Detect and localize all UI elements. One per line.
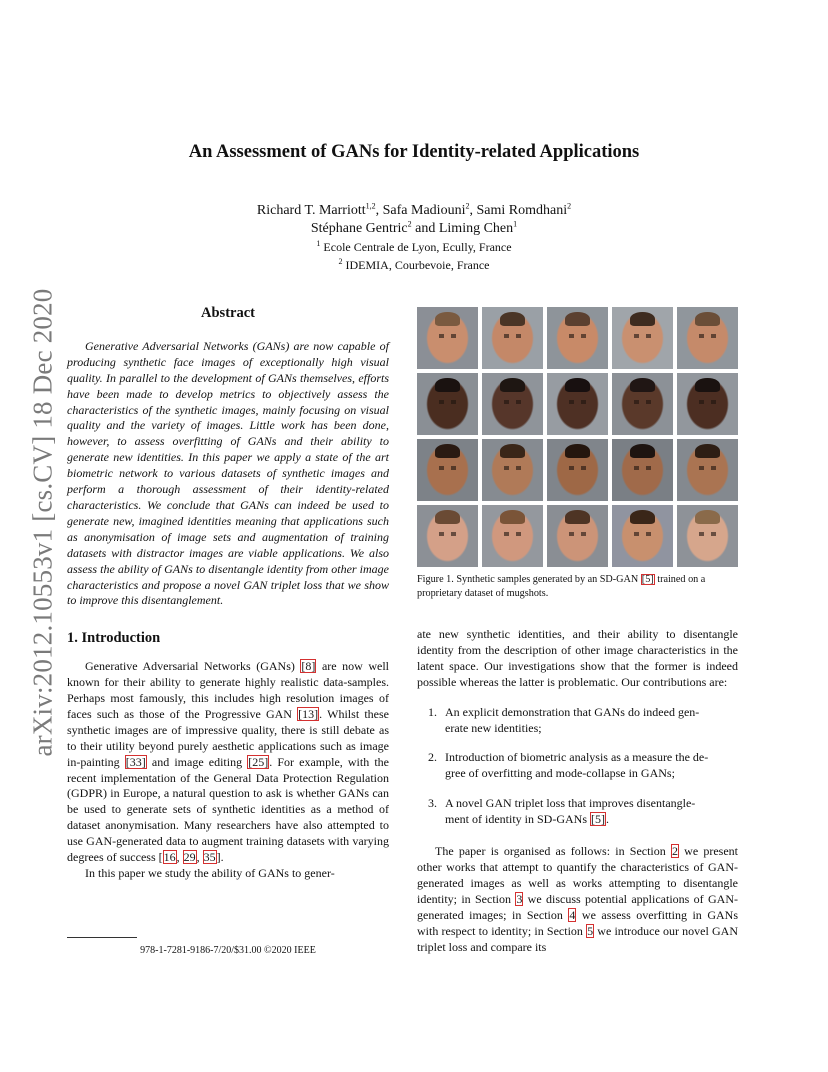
figure-caption: [417, 573, 738, 600]
author-conjunction: and: [415, 221, 436, 236]
section-link[interactable]: 3: [516, 891, 523, 906]
face-sample-image: [547, 373, 608, 435]
text-run: Generative Adversarial Networks (GANs): [85, 659, 301, 674]
face-sample-image: [417, 307, 478, 369]
contributions-list: [417, 705, 738, 828]
text-run: The paper is organised as follows: in Section: [435, 844, 671, 859]
affiliation-sup: 1: [316, 239, 321, 248]
citation-link[interactable]: [13]: [298, 706, 319, 721]
face-sample-image: [417, 373, 478, 435]
figure-1: [417, 307, 738, 600]
face-sample-image: [612, 439, 673, 501]
author-name: Sami Romdhani: [476, 203, 568, 218]
face-sample-image: [677, 439, 738, 501]
text-run: gree of overfitting and mode-collapse in GANs;: [445, 766, 675, 781]
citation-link[interactable]: [33]: [125, 754, 146, 769]
text-run: An explicit demonstration that GANs do indeed gen-: [445, 704, 700, 719]
face-sample-image: [417, 505, 478, 567]
text-run: ,: [176, 850, 183, 865]
copyright-footnote: [67, 937, 389, 956]
left-column: [67, 306, 389, 882]
text-run: ,: [196, 850, 203, 865]
author-name: Liming Chen: [438, 221, 514, 236]
face-sample-image: [677, 505, 738, 567]
affiliation-2: [0, 256, 828, 274]
section-link[interactable]: 5: [587, 923, 594, 938]
face-sample-image: [677, 373, 738, 435]
arxiv-identifier-text: arXiv:2012.10553v1 [cs.CV] 18 Dec 2020: [27, 287, 58, 757]
face-sample-image: [612, 373, 673, 435]
right-column: [417, 627, 738, 955]
text-run: A novel GAN triplet loss that improves disentangle-: [445, 796, 696, 811]
text-run: Introduction of biometric analysis as a measure the de-: [445, 750, 709, 765]
list-item: [417, 796, 738, 828]
section-link[interactable]: 2: [671, 844, 678, 859]
face-sample-image: [547, 307, 608, 369]
list-number: 3.: [428, 796, 437, 811]
text-run: Figure 1. Synthetic samples generated by an SD-GAN: [417, 574, 641, 585]
list-text: [445, 796, 738, 828]
affiliation-sup: 2: [407, 219, 412, 229]
affiliation-text: Ecole Centrale de Lyon, Ecully, France: [323, 240, 512, 254]
affiliation-sup: 2: [338, 257, 343, 266]
author-line-1: Richard T. Marriott$^{1,2}$, Safa Madiouni$^2$, Sami Romdhani$^2$: [256, 201, 572, 218]
text-run: are now well known for their ability to generate highly realistic data-samples. Perhaps most famously, this includes high resolution images of faces such as those of the Progressive GAN: [67, 659, 390, 721]
author-name: Safa Madiouni: [382, 203, 466, 218]
text-run: we assess overfitting in GANs with respect to identity; in Section: [417, 907, 738, 938]
citation-link[interactable]: 35: [203, 850, 216, 865]
affiliation-1: [0, 238, 828, 256]
continued-paragraph: ate new synthetic identities, and their ability to disentangle identity from the description of other image characteristics in the latent space. Our investigations show that the former is indeed possible whereas the latter is problematic. Our contributions are:: [417, 627, 738, 689]
abstract-heading: Abstract: [201, 305, 255, 321]
face-sample-image: [482, 307, 543, 369]
affiliation-text: IDEMIA, Courbevoie, France: [345, 258, 490, 272]
face-sample-image: [482, 439, 543, 501]
list-text: [445, 705, 738, 737]
citation-link[interactable]: [5]: [641, 574, 654, 585]
affiliation-sup: 1,2: [365, 201, 376, 211]
affiliation-sup: 2: [567, 201, 572, 211]
author-name: Richard T. Marriott: [256, 203, 366, 218]
text-run: and image editing: [146, 754, 248, 769]
text-run: . Whilst these synthetic images are of impressive quality, there is still debate as to their utility beyond purely aesthetic applications such as image in-painting: [67, 706, 389, 769]
text-run: erate new identities;: [445, 720, 542, 735]
paper-title: An Assessment of GANs for Identity-related Applications: [188, 142, 640, 162]
citation-link[interactable]: 16: [163, 850, 176, 865]
face-sample-image: [547, 439, 608, 501]
text-run: .: [606, 812, 609, 827]
text-run: trained on a proprietary dataset of mugshots.: [417, 574, 706, 599]
author-name: Stéphane Gentric: [310, 221, 408, 236]
face-sample-image: [677, 307, 738, 369]
affiliation-sup: 1: [513, 219, 518, 229]
text-run: we discuss potential applications of GAN-generated images; in Section: [417, 891, 739, 922]
text-run: [445, 812, 738, 828]
abstract-text: Generative Adversarial Networks (GANs) are now capable of producing synthetic face images of exceptionally high visual quality. In parallel to the development of GANs themselves, efforts have been made to develop metrics to objectively assess the characteristics of the synthetic images, mainly focusing on visual quality and the variety of images. Little work has been done, however, to assess overfitting of GANs and their ability to generate new identities. In this paper we apply a state of the art biometric network to various datasets of synthetic images and perform a thorough assessment of their identity-related characteristics. We conclude that GANs can indeed be used to generate new, imagined identities meaning that applications such as anonymisation of image sets and augmentation of training datasets with distractor images are viable applications. We also assess the ability of GANs to disentangle identity from other image characteristics and propose a novel GAN triplet loss that we show to improve this disentanglement.: [67, 338, 389, 608]
arxiv-identifier: [22, 282, 64, 762]
text-run: ].: [216, 850, 224, 865]
citation-link[interactable]: [25]: [248, 754, 269, 769]
organisation-paragraph: [417, 844, 738, 955]
face-sample-image: [417, 439, 478, 501]
introduction-paragraph: [67, 659, 389, 866]
citation-link[interactable]: [5]: [591, 812, 605, 827]
list-item: [417, 750, 738, 782]
list-number: 2.: [428, 750, 437, 765]
text-run: ment of identity in SD-GANs: [445, 812, 590, 827]
list-number: 1.: [428, 704, 437, 719]
text-run: we introduce our novel GAN triplet loss and compare its: [417, 923, 738, 954]
face-sample-image: [612, 307, 673, 369]
text-run: we present other works that attempt to quantify the characteristics of GAN-generated images as well as works attempting to disentangle identity; in Section: [417, 844, 738, 906]
list-item: [417, 705, 738, 737]
introduction-paragraph-2: In this paper we study the ability of GANs to gener-: [85, 866, 335, 880]
footnote-text: 978-1-7281-9186-7/20/$31.00 ©2020 IEEE: [140, 945, 316, 956]
footnote-rule: [67, 937, 137, 938]
face-sample-image: [482, 373, 543, 435]
citation-link[interactable]: [8]: [301, 659, 316, 674]
face-sample-image: [612, 505, 673, 567]
author-block: [0, 202, 828, 274]
text-run: . For example, with the recent implementation of the General Data Protection Regulation (GDPR) in Europe, a natural question to ask is whether GANs can be used to generate sets of synthetic identities as a method of dataset anonymisation. Many researchers have also attempted to use GAN-generated data to augment training datasets with varying degrees of success [: [67, 754, 389, 865]
introduction-heading: 1. Introduction: [67, 630, 161, 647]
face-sample-image: [482, 505, 543, 567]
citation-link[interactable]: 29: [183, 850, 196, 865]
affiliation-sup: 2: [465, 201, 470, 211]
face-sample-grid: [417, 307, 738, 567]
section-link[interactable]: 4: [569, 907, 576, 922]
face-sample-image: [547, 505, 608, 567]
author-line-2: [0, 220, 828, 238]
list-text: [445, 750, 738, 782]
